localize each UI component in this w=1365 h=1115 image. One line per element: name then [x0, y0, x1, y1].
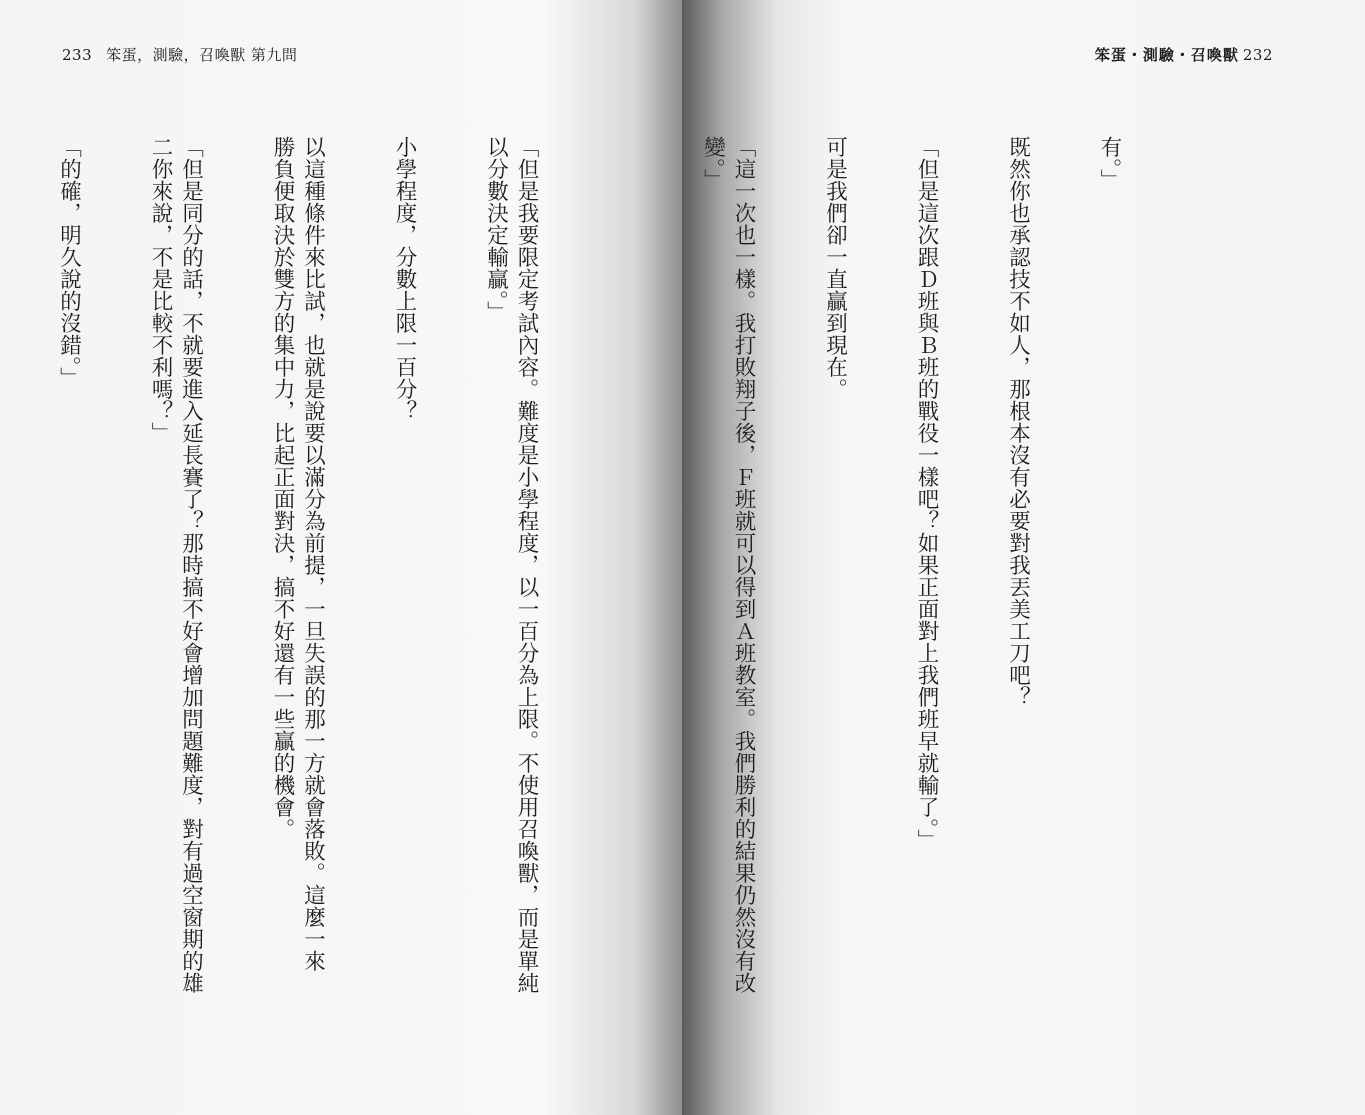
paragraph: 「這一次也一樣。我打敗翔子後，Ｆ班就可以得到Ａ班教室。我們勝利的結果仍然沒有改 變。」 — [700, 136, 756, 994]
left-running-title: 笨蛋，測驗，召喚獸 第九問 — [106, 46, 298, 64]
right-page-body — [700, 136, 1185, 1096]
paragraph: 小學程度，分數上限一百分？ — [392, 136, 417, 422]
right-page-header — [1095, 44, 1273, 65]
paragraph: 「但是這次跟Ｄ班與Ｂ班的戰役一樣吧？如果正面對上我們班早就輸了。」 — [914, 136, 939, 852]
paragraph: 「但是我要限定考試內容。難度是小學程度，以一百分為上限。不使用召喚獸，而是單純 以分數決定輸贏。」 — [483, 136, 539, 994]
paragraph: 以這種條件來比試，也就是說要以滿分為前提，一旦失誤的那一方就會落敗。這麼一來 勝負便取決於雙方的集中力，比起正面對決，搞不好還有一些贏的機會。 — [270, 136, 326, 972]
left-page-body — [42, 136, 602, 1096]
right-running-title: 笨蛋・測驗・召喚獸 — [1094, 46, 1239, 64]
paragraph: 「的確，明久說的沒錯。」 — [56, 136, 82, 390]
paragraph: 「但是同分的話，不就要進入延長賽了？那時搞不好會增加問題難度，對有過空窗期的雄 二你來說，不是比較不利嗎？」 — [148, 136, 204, 994]
paragraph: 可是我們卻一直贏到現在。 — [822, 136, 848, 400]
right-page — [682, 0, 1365, 1115]
left-page-header — [62, 44, 297, 65]
paragraph: 有。」 — [1097, 136, 1122, 192]
left-page-number: 233 — [62, 46, 93, 64]
paragraph: 既然你也承認技不如人，那根本沒有必要對我丟美工刀吧？ — [1005, 136, 1031, 708]
left-page — [0, 0, 682, 1115]
right-page-number: 232 — [1242, 46, 1273, 64]
